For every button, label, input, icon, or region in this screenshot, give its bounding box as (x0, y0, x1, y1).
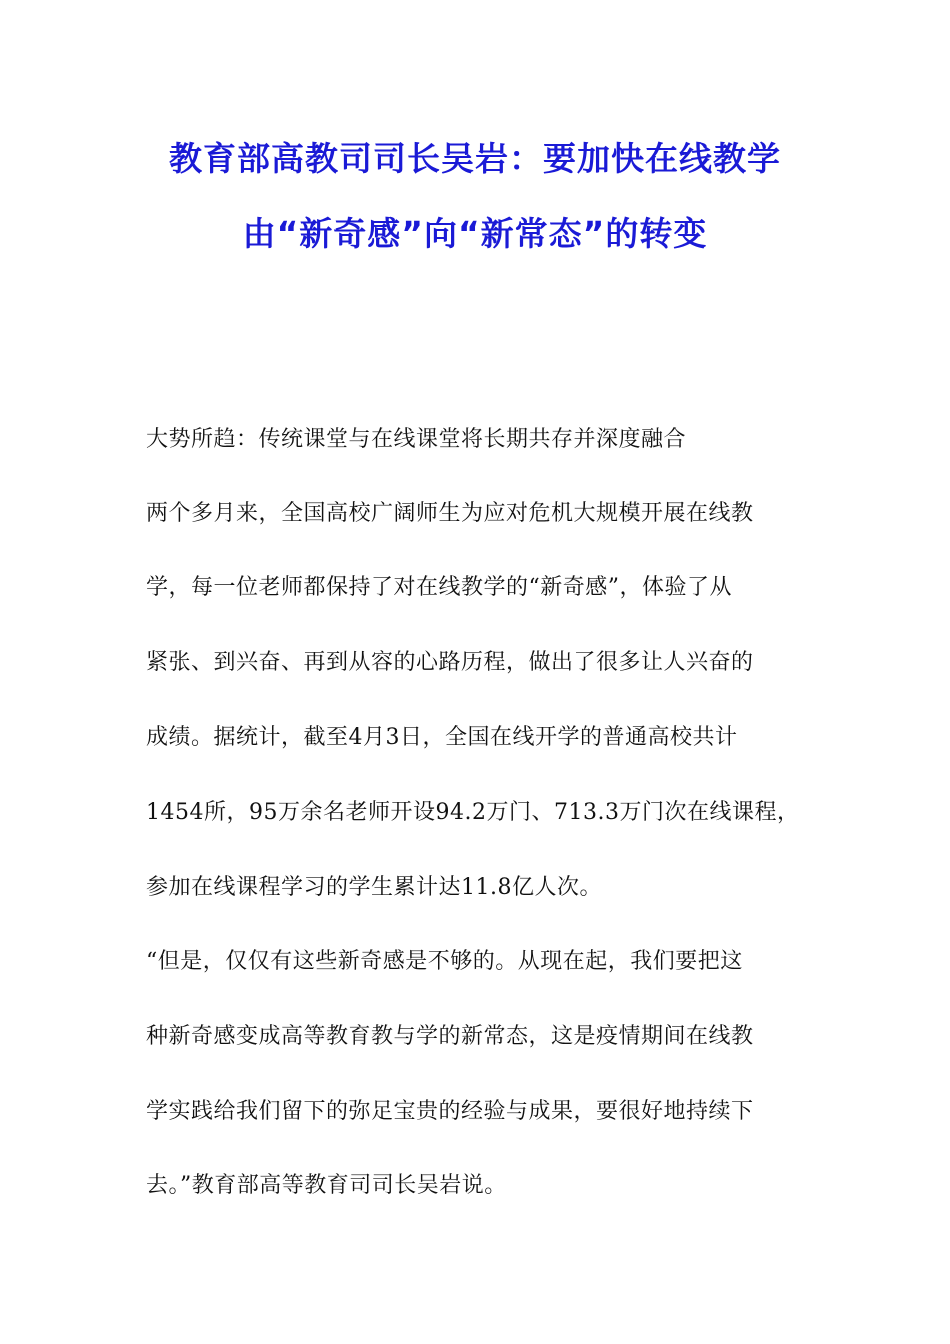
paragraph-1-line: 参加在线课程学习的学生累计达11.8亿人次。 (146, 875, 602, 900)
paragraph-1-line: 1454所，95万余名老师开设94.2万门、713.3万门次在线课程， (146, 800, 800, 825)
paragraph-1-line: 成绩。据统计，截至4月3日，全国在线开学的普通高校共计 (146, 725, 738, 750)
paragraph-2-line: 种新奇感变成高等教育教与学的新常态，这是疫情期间在线教 (146, 1024, 754, 1049)
paragraph-1-line: 紧张、到兴奋、再到从容的心路历程，做出了很多让人兴奋的 (146, 650, 754, 675)
document-title-line-1: 教育部高教司司长吴岩：要加快在线教学 (169, 139, 781, 178)
paragraph-2-line: 学实践给我们留下的弥足宝贵的经验与成果，要很好地持续下 (146, 1099, 754, 1124)
paragraph-1-line: 两个多月来，全国高校广阔师生为应对危机大规模开展在线教 (146, 501, 754, 526)
paragraph-2-line: 去。”教育部高等教育司司长吴岩说。 (146, 1173, 507, 1198)
subheading: 大势所趋：传统课堂与在线课堂将长期共存并深度融合 (146, 427, 687, 452)
paragraph-1-line: 学，每一位老师都保持了对在线教学的“新奇感”，体验了从 (146, 575, 732, 600)
document-title-line-2: 由“新奇感”向“新常态”的转变 (242, 214, 708, 253)
paragraph-2-line: “但是，仅仅有这些新奇感是不够的。从现在起，我们要把这 (146, 949, 743, 974)
